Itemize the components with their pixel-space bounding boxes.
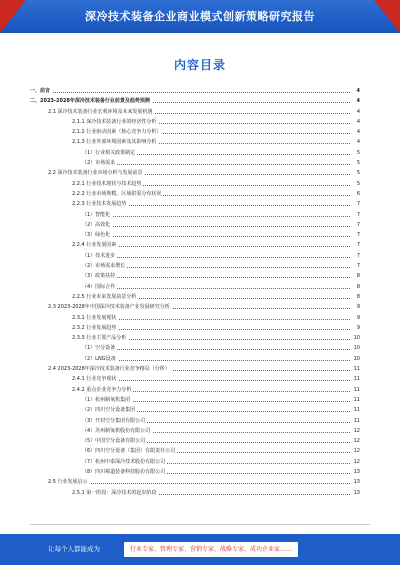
toc-entry-text: （3）政策扶持 [82, 271, 117, 281]
toc-page-number: 8 [351, 282, 360, 292]
toc-page-number: 4 [351, 107, 360, 117]
toc-page-number: 11 [351, 416, 360, 426]
toc-entry-text: （5）中国空分设备有限公司 [82, 436, 147, 446]
toc-entry[interactable] [30, 374, 360, 384]
footer-highlight: 行业专家、管理专家、营销专家、战略专家、成功企业家…… [124, 542, 298, 557]
toc-page-number: 12 [351, 457, 360, 467]
toc-page-number: 4 [351, 127, 360, 137]
toc-page-number: 4 [351, 137, 360, 147]
toc-entry-text: 2.5 行业发展启示 [48, 477, 90, 487]
toc-entry[interactable] [30, 137, 360, 147]
toc-leader-dots [82, 360, 350, 361]
toc-entry[interactable] [30, 189, 360, 199]
toc-entry-text: （2）市场需求 [82, 158, 117, 168]
header-bar [0, 0, 400, 33]
toc-entry-text: （2）LNG设备 [82, 354, 118, 364]
toc-entry[interactable] [30, 220, 360, 230]
toc-page-number: 12 [351, 426, 360, 436]
toc-entry[interactable] [30, 282, 360, 292]
toc-page-number: 4 [351, 86, 360, 96]
toc-entry-text: （1）空分设备 [82, 343, 117, 353]
toc-entry[interactable] [30, 199, 360, 209]
toc-entry-text: （2）市场需求增长 [82, 261, 127, 271]
toc-entry[interactable] [30, 251, 360, 261]
toc-leader-dots [82, 226, 350, 227]
toc-entry[interactable] [30, 354, 360, 364]
toc-heading: 内容目录 [173, 58, 226, 72]
toc-leader-dots [82, 216, 350, 217]
toc-entry[interactable] [30, 210, 360, 220]
toc-entry[interactable] [30, 343, 360, 353]
toc-page-number: 8 [351, 292, 360, 302]
toc-entry[interactable] [30, 426, 360, 436]
table-of-contents [30, 86, 360, 498]
toc-entry-text: （4）苏州制氧机股份有限公司 [82, 426, 152, 436]
toc-entry[interactable] [30, 395, 360, 405]
toc-entry-text: 2.1 深冷技术装备行业宏观环境及未来发展机遇 [48, 107, 155, 117]
toc-entry[interactable] [30, 230, 360, 240]
toc-entry-text: 2.3.2 行业发展趋势 [72, 323, 118, 333]
footer-slogan: 让每个人都能成为 [48, 545, 100, 553]
toc-entry-text: （2）高效化 [82, 220, 112, 230]
toc-entry[interactable] [30, 107, 360, 117]
toc-entry-text: 2.2.4 行业发展因素 [72, 240, 118, 250]
toc-entry[interactable] [30, 467, 360, 477]
toc-page-number: 6 [351, 189, 360, 199]
toc-page-number: 5 [351, 148, 360, 158]
toc-leader-dots [82, 257, 350, 258]
toc-entry-text: 2.2.2 行业市场规模、区域供需分布状况 [72, 189, 163, 199]
toc-entry-text: 2.2.3 行业技术发展趋势 [72, 199, 128, 209]
toc-page-number: 7 [351, 199, 360, 209]
toc-page-number: 12 [351, 436, 360, 446]
toc-page-number: 13 [351, 467, 360, 477]
toc-entry-text: （6）四川空分设备（集团）有限责任公司 [82, 446, 177, 456]
toc-page-number: 13 [351, 488, 360, 498]
toc-entry-text: （7）杭州中泰深冷技术股份有限公司 [82, 457, 167, 467]
toc-page-number: 7 [351, 261, 360, 271]
toc-entry-text: 2.4.1 行业竞争现状 [72, 374, 118, 384]
toc-leader-dots [30, 92, 350, 93]
toc-entry-text: 2.1.3 行业外部环境因素及其影响分析 [72, 137, 158, 147]
toc-page-number: 10 [351, 333, 360, 343]
toc-entry[interactable] [30, 86, 360, 96]
toc-entry-text: （3）绿色化 [82, 230, 112, 240]
report-title: 深冷技术装备企业商业模式创新策略研究报告 [85, 10, 315, 23]
toc-leader-dots [82, 164, 350, 165]
toc-entry[interactable] [30, 261, 360, 271]
toc-page-number: 7 [351, 240, 360, 250]
toc-entry[interactable] [30, 179, 360, 189]
toc-entry-text: 2.3.3 行业主要产品分析 [72, 333, 128, 343]
toc-page-number: 11 [351, 395, 360, 405]
toc-entry[interactable] [30, 96, 360, 106]
toc-leader-dots [82, 277, 350, 278]
toc-leader-dots [82, 288, 350, 289]
toc-leader-dots [82, 349, 350, 350]
toc-entry[interactable] [30, 488, 360, 498]
toc-page-number: 9 [351, 323, 360, 333]
toc-entry-text: 2.5.1 第一阶段：深冷技术的起步阶段 [72, 488, 158, 498]
toc-entry[interactable] [30, 333, 360, 343]
toc-entry-text: 2.2.5 行业未来发展前景分析 [72, 292, 138, 302]
toc-entry-text: （1）智能化 [82, 210, 112, 220]
footer-bar [0, 534, 400, 565]
toc-entry[interactable] [30, 436, 360, 446]
toc-entry[interactable] [30, 292, 360, 302]
toc-page-number: 11 [351, 364, 360, 374]
toc-entry[interactable] [30, 240, 360, 250]
toc-entry[interactable] [30, 385, 360, 395]
toc-page-number: 12 [351, 446, 360, 456]
toc-entry-text: 2.4 2023-2028年深冷技术装备行业竞争格局（分析） [48, 364, 172, 374]
toc-entry[interactable] [30, 302, 360, 312]
toc-page-number: 7 [351, 220, 360, 230]
toc-page-number: 8 [351, 271, 360, 281]
toc-entry-text: 一、前言 [30, 86, 52, 96]
toc-page-number: 5 [351, 158, 360, 168]
toc-entry[interactable] [30, 405, 360, 415]
toc-entry[interactable] [30, 416, 360, 426]
toc-entry-text: 2.1.2 行业驱动因素（核心竞争力分析） [72, 127, 163, 137]
toc-entry-text: （3）开封空分集团有限公司 [82, 416, 147, 426]
toc-page-number: 5 [351, 179, 360, 189]
toc-entry[interactable] [30, 446, 360, 456]
toc-page-number: 5 [351, 168, 360, 178]
toc-page-number: 13 [351, 477, 360, 487]
toc-entry-text: （8）四川蜀道装备科技股份有限公司 [82, 467, 167, 477]
toc-entry[interactable] [30, 148, 360, 158]
toc-page-number: 7 [351, 210, 360, 220]
toc-entry-text: （1）杭州制氧机集团 [82, 395, 132, 405]
toc-entry-text: 2.3.1 行业发展现状 [72, 313, 118, 323]
toc-page-number: 9 [351, 302, 360, 312]
toc-leader-dots [48, 483, 350, 484]
toc-entry-text: 2.4.2 重点企业竞争力分析 [72, 385, 133, 395]
toc-page-number: 4 [351, 96, 360, 106]
toc-entry[interactable] [30, 271, 360, 281]
toc-page-number: 11 [351, 374, 360, 384]
toc-entry-text: （1）行业相关政策制定 [82, 148, 137, 158]
toc-entry-text: 2.1.1 深冷技术装备行业的经济性分析 [72, 117, 158, 127]
toc-entry-text: （4）国际合作 [82, 282, 117, 292]
toc-entry[interactable] [30, 158, 360, 168]
toc-entry[interactable] [30, 457, 360, 467]
toc-entry[interactable] [30, 364, 360, 374]
toc-entry-text: 2.3 2023-2028年中国深冷技术装备产业发展研究分析 [48, 302, 172, 312]
toc-entry[interactable] [30, 477, 360, 487]
toc-page-number: 4 [351, 117, 360, 127]
toc-page-number: 11 [351, 405, 360, 415]
toc-entry-text: 2.2.1 行业技术现状与技术趋势 [72, 179, 143, 189]
toc-page-number: 7 [351, 230, 360, 240]
toc-page-number: 11 [351, 385, 360, 395]
toc-entry-text: 2.2 深冷技术装备行业市场分析与发展前景 [48, 168, 145, 178]
toc-entry-text: （2）四川空分设备集团 [82, 405, 137, 415]
toc-entry[interactable] [30, 313, 360, 323]
toc-entry[interactable] [30, 168, 360, 178]
toc-entry-text: （1）技术进步 [82, 251, 117, 261]
toc-leader-dots [82, 236, 350, 237]
toc-entry[interactable] [30, 127, 360, 137]
toc-entry[interactable] [30, 323, 360, 333]
toc-page-number: 9 [351, 313, 360, 323]
toc-entry-text: 二、2023-2028年深冷技术装备行业前景及趋势预测 [30, 96, 152, 106]
toc-page-number: 10 [351, 354, 360, 364]
footer-divider [30, 524, 370, 525]
toc-page-number: 7 [351, 251, 360, 261]
toc-page-number: 10 [351, 343, 360, 353]
toc-entry[interactable] [30, 117, 360, 127]
